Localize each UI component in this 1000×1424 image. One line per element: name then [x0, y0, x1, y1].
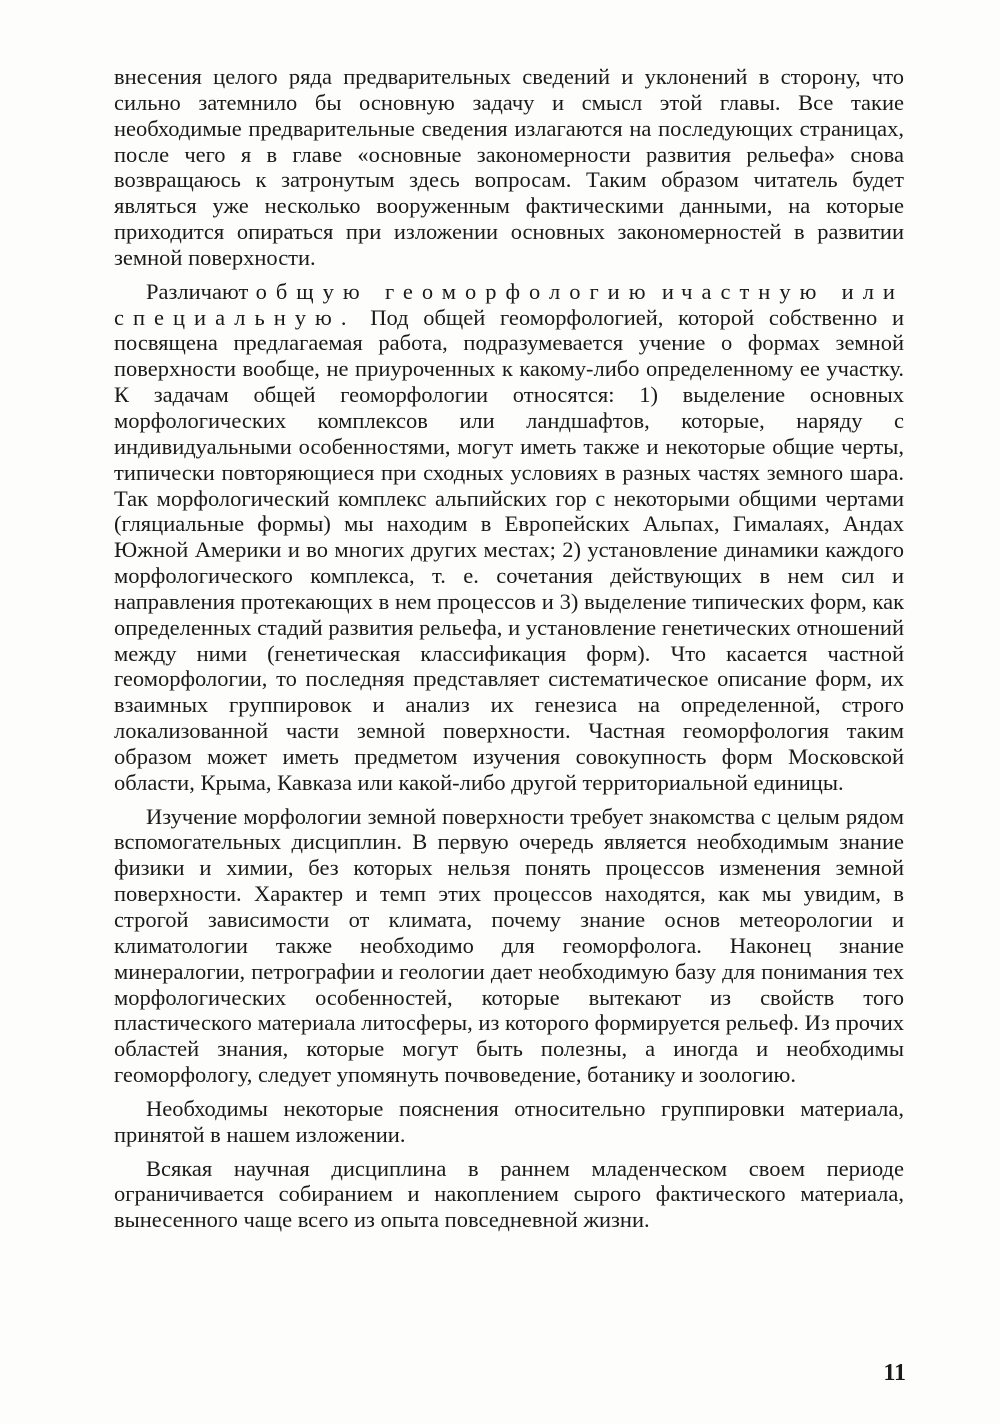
page-body: [114, 64, 904, 1233]
spaced-term-general: общую геоморфологию: [255, 278, 655, 304]
paragraph-2-mid: и: [654, 278, 682, 304]
paragraph-2-lead: Различают: [146, 278, 256, 304]
paragraph-2: [114, 279, 904, 796]
paragraph-1: внесения целого ряда предварительных сведений и уклонений в сторону, что сильно затемнило бы основную задачу и смысл этой главы. Все такие необходимые предварительные сведения излагаются на последующих страницах, после чего я в главе «основные закономерности развития рельефа» снова возвращаюсь к затронутым здесь вопросам. Таким образом читатель будет являться уже несколько вооруженным фактическими данными, на которые приходится опираться при изложении основных закономерностей в развитии земной поверхности.: [114, 64, 904, 270]
spaced-term-special: частную или специальную.: [114, 278, 904, 330]
paragraph-2-rest: Под общей геоморфологией, которой собственно и посвящена предлагаемая работа, подразумевается учение о формах земной поверхности вообще, не приуроченных к какому-либо определенному ее участку. К задачам общей геоморфологии относятся: 1) выделение основных морфологических комплексов или ландшафтов, которые, наряду с индивидуальными особенностями, могут иметь также и некоторые общие черты, типически повторяющиеся при сходных условиях в разных частях земного шара. Так морфологический комплекс альпийских гор с некоторыми общими чертами (гляциальные формы) мы находим в Европейских Альпах, Гималаях, Андах Южной Америки и во многих других местах; 2) установление динамики каждого морфологического комплекса, т. е. сочетания действующих в нем сил и направления протекающих в нем процессов и 3) выделение типических форм, как определенных стадий развития рельефа, и установление генетических отношений между ними (генетическая классификация форм). Что касается частной геоморфологии, то последняя представляет систематическое описание форм, их взаимных группировок и анализ их генезиса на определенной, строго локализованной части земной поверхности. Частная геоморфология таким образом может иметь предметом изучения совокупность форм Московской области, Крыма, Кавказа или какой-либо другой территориальной единицы.: [114, 304, 904, 795]
paragraph-4: Необходимы некоторые пояснения относительно группировки материала, принятой в нашем изложении.: [114, 1095, 904, 1147]
page-number: 11: [883, 1360, 906, 1386]
paragraph-5: Всякая научная дисциплина в раннем младенческом своем периоде ограничивается собиранием и накоплением сырого фактического материала, вынесенного чаще всего из опыта повседневной жизни.: [114, 1155, 904, 1233]
paragraph-3: Изучение морфологии земной поверхности требует знакомства с целым рядом вспомогательных дисциплин. В первую очередь является необходимым знание физики и химии, без которых нельзя понять процессов изменения земной поверхности. Характер и темп этих процессов находятся, как мы увидим, в строгой зависимости от климата, почему знание основ метеорологии и климатологии также необходимо для геоморфолога. Наконец знание минералогии, петрографии и геологии дает необходимую базу для понимания тех морфологических особенностей, которые вытекают из свойств того пластического материала литосферы, из которого формируется рельеф. Из прочих областей знания, которые могут быть полезны, а иногда и необходимы геоморфологу, следует упомянуть почвоведение, ботанику и зоологию.: [114, 803, 904, 1088]
